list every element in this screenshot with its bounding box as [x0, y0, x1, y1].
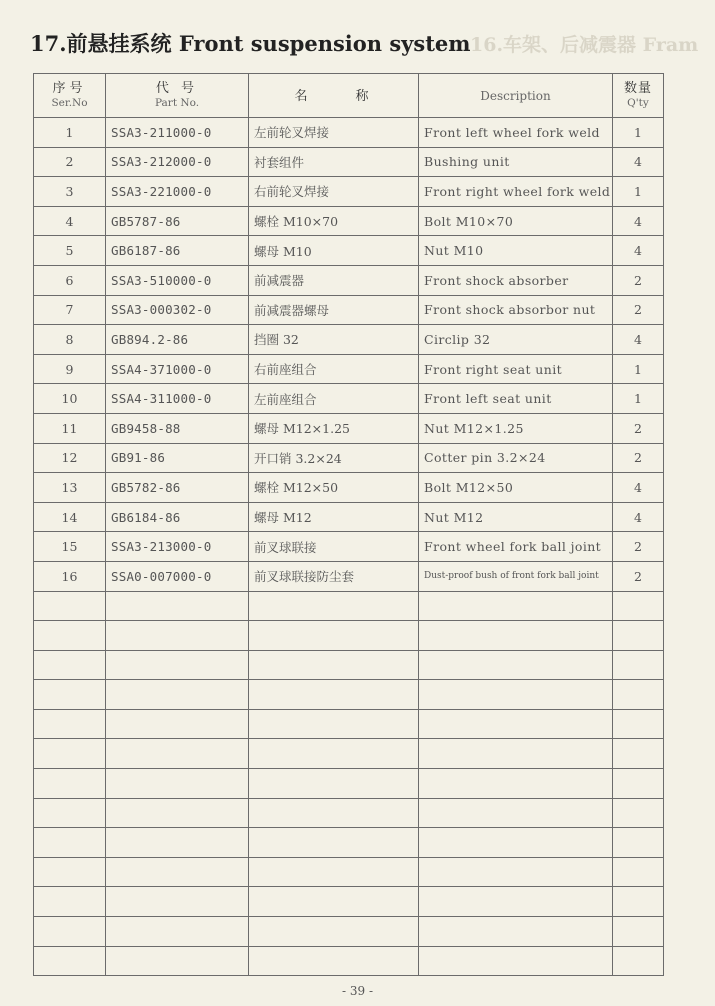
cell-desc: Front wheel fork ball joint [419, 532, 613, 562]
faded-heading-bleed: 16.车架、后减震器 Fram [470, 34, 699, 56]
empty-table-row [34, 739, 664, 769]
cell-no [34, 650, 106, 680]
cell-name: 右前座组合 [249, 354, 419, 384]
cell-code [106, 798, 249, 828]
cell-no [34, 621, 106, 651]
table-row [34, 473, 664, 503]
cell-qty: 4 [613, 502, 664, 532]
cell-no: 8 [34, 325, 106, 355]
cell-code [106, 887, 249, 917]
cell-qty: 4 [613, 206, 664, 236]
table-row [34, 532, 664, 562]
header-ser-en: Ser.No [51, 96, 88, 109]
cell-name: 挡圈 32 [249, 325, 419, 355]
cell-desc: Front left wheel fork weld [419, 118, 613, 148]
cell-desc [419, 591, 613, 621]
cell-code: GB5782-86 [106, 473, 249, 503]
page-title: 17.前悬挂系统 Front suspension system [30, 31, 471, 56]
empty-table-row [34, 769, 664, 799]
cell-qty: 2 [613, 413, 664, 443]
cell-desc: Bushing unit [419, 147, 613, 177]
cell-code: GB9458-88 [106, 413, 249, 443]
cell-desc [419, 887, 613, 917]
cell-name [249, 769, 419, 799]
cell-no: 16 [34, 561, 106, 591]
empty-table-row [34, 621, 664, 651]
cell-name: 前减震器 [249, 265, 419, 295]
empty-table-row [34, 917, 664, 947]
cell-code [106, 680, 249, 710]
cell-desc [419, 857, 613, 887]
cell-desc [419, 828, 613, 858]
cell-no: 9 [34, 354, 106, 384]
cell-desc: Nut M12 [419, 502, 613, 532]
cell-qty: 1 [613, 118, 664, 148]
cell-no: 1 [34, 118, 106, 148]
cell-name [249, 887, 419, 917]
cell-no [34, 828, 106, 858]
cell-no [34, 709, 106, 739]
cell-name: 螺母 M12×1.25 [249, 413, 419, 443]
cell-no: 11 [34, 413, 106, 443]
table-row [34, 443, 664, 473]
parts-table-body [34, 118, 664, 976]
header-ser-zh: 序号 [52, 80, 87, 96]
cell-name: 左前座组合 [249, 384, 419, 414]
header-name-zh-2: 称 [355, 88, 373, 104]
cell-qty: 2 [613, 532, 664, 562]
header-part-zh: 代 号 [155, 80, 199, 96]
cell-qty [613, 857, 664, 887]
cell-code [106, 857, 249, 887]
cell-code: GB5787-86 [106, 206, 249, 236]
cell-name [249, 946, 419, 976]
empty-table-row [34, 650, 664, 680]
cell-qty [613, 828, 664, 858]
cell-name: 前叉球联接防尘套 [249, 561, 419, 591]
cell-code [106, 769, 249, 799]
cell-qty: 1 [613, 354, 664, 384]
cell-name [249, 680, 419, 710]
cell-no: 10 [34, 384, 106, 414]
cell-desc [419, 680, 613, 710]
cell-qty [613, 887, 664, 917]
cell-name: 螺母 M12 [249, 502, 419, 532]
cell-code: GB894.2-86 [106, 325, 249, 355]
cell-qty: 4 [613, 473, 664, 503]
cell-desc [419, 798, 613, 828]
cell-desc: Nut M10 [419, 236, 613, 266]
header-row [34, 74, 664, 118]
cell-name [249, 917, 419, 947]
cell-no [34, 917, 106, 947]
header-qty-en: Q'ty [627, 96, 649, 109]
cell-qty: 4 [613, 325, 664, 355]
table-row [34, 265, 664, 295]
cell-qty [613, 650, 664, 680]
table-row [34, 206, 664, 236]
page-number: - 39 - [341, 984, 373, 998]
cell-desc [419, 739, 613, 769]
cell-no: 7 [34, 295, 106, 325]
header-name-zh-1: 名 [294, 88, 312, 104]
cell-desc [419, 917, 613, 947]
empty-table-row [34, 828, 664, 858]
cell-desc: Front right seat unit [419, 354, 613, 384]
cell-name: 螺栓 M12×50 [249, 473, 419, 503]
cell-qty: 1 [613, 384, 664, 414]
empty-table-row [34, 946, 664, 976]
cell-code: SSA3-213000-0 [106, 532, 249, 562]
cell-desc [419, 621, 613, 651]
cell-desc [419, 650, 613, 680]
cell-desc: Front right wheel fork weld [419, 177, 613, 207]
cell-qty [613, 769, 664, 799]
cell-name: 螺栓 M10×70 [249, 206, 419, 236]
cell-name: 开口销 3.2×24 [249, 443, 419, 473]
cell-no [34, 798, 106, 828]
cell-desc: Cotter pin 3.2×24 [419, 443, 613, 473]
cell-name [249, 857, 419, 887]
cell-code: GB6184-86 [106, 502, 249, 532]
cell-desc: Front shock absorber [419, 265, 613, 295]
cell-qty: 2 [613, 561, 664, 591]
cell-no [34, 946, 106, 976]
empty-table-row [34, 887, 664, 917]
cell-code: SSA3-221000-0 [106, 177, 249, 207]
cell-desc: Circlip 32 [419, 325, 613, 355]
parts-table [33, 73, 664, 976]
cell-code [106, 709, 249, 739]
cell-code: SSA3-212000-0 [106, 147, 249, 177]
cell-qty [613, 680, 664, 710]
cell-qty [613, 621, 664, 651]
cell-qty: 4 [613, 147, 664, 177]
cell-code [106, 591, 249, 621]
cell-code: SSA3-211000-0 [106, 118, 249, 148]
cell-qty [613, 739, 664, 769]
cell-no: 3 [34, 177, 106, 207]
cell-name [249, 828, 419, 858]
cell-qty: 4 [613, 236, 664, 266]
cell-no: 14 [34, 502, 106, 532]
cell-desc: Dust-proof bush of front fork ball joint [419, 561, 613, 591]
header-description [419, 74, 613, 118]
cell-code [106, 828, 249, 858]
cell-name: 左前轮叉焊接 [249, 118, 419, 148]
cell-qty [613, 591, 664, 621]
empty-table-row [34, 798, 664, 828]
header-name [249, 74, 419, 118]
table-row [34, 147, 664, 177]
header-qty-zh: 数量 [623, 80, 652, 96]
table-row [34, 118, 664, 148]
cell-name: 螺母 M10 [249, 236, 419, 266]
cell-name [249, 591, 419, 621]
cell-code [106, 650, 249, 680]
cell-name [249, 650, 419, 680]
header-part-no [106, 74, 249, 118]
table-row [34, 236, 664, 266]
cell-qty [613, 946, 664, 976]
cell-no: 6 [34, 265, 106, 295]
cell-code: GB6187-86 [106, 236, 249, 266]
table-row [34, 295, 664, 325]
header-desc: Description [480, 88, 551, 103]
cell-code [106, 621, 249, 651]
cell-no [34, 887, 106, 917]
table-row [34, 177, 664, 207]
empty-table-row [34, 857, 664, 887]
cell-qty: 1 [613, 177, 664, 207]
cell-qty: 2 [613, 443, 664, 473]
cell-no: 4 [34, 206, 106, 236]
header-ser-no [34, 74, 106, 118]
cell-no [34, 739, 106, 769]
header-part-en: Part No. [154, 96, 200, 109]
empty-table-row [34, 680, 664, 710]
cell-name: 前减震器螺母 [249, 295, 419, 325]
cell-name: 右前轮叉焊接 [249, 177, 419, 207]
cell-name [249, 621, 419, 651]
table-row [34, 325, 664, 355]
table-row [34, 384, 664, 414]
cell-qty [613, 917, 664, 947]
header-qty [613, 74, 664, 118]
cell-desc [419, 946, 613, 976]
table-row [34, 502, 664, 532]
cell-desc: Nut M12×1.25 [419, 413, 613, 443]
cell-no: 13 [34, 473, 106, 503]
table-row [34, 561, 664, 591]
cell-code [106, 739, 249, 769]
cell-desc: Front shock absorbor nut [419, 295, 613, 325]
empty-table-row [34, 591, 664, 621]
cell-qty: 2 [613, 265, 664, 295]
cell-code: SSA4-371000-0 [106, 354, 249, 384]
cell-qty [613, 709, 664, 739]
cell-desc [419, 769, 613, 799]
cell-no: 2 [34, 147, 106, 177]
cell-desc [419, 709, 613, 739]
cell-code: SSA4-311000-0 [106, 384, 249, 414]
cell-no [34, 857, 106, 887]
cell-no [34, 769, 106, 799]
cell-qty: 2 [613, 295, 664, 325]
empty-table-row [34, 709, 664, 739]
cell-no [34, 591, 106, 621]
cell-desc: Bolt M12×50 [419, 473, 613, 503]
table-row [34, 354, 664, 384]
cell-no [34, 680, 106, 710]
cell-name [249, 798, 419, 828]
cell-desc: Front left seat unit [419, 384, 613, 414]
table-row [34, 413, 664, 443]
cell-code: GB91-86 [106, 443, 249, 473]
cell-no: 5 [34, 236, 106, 266]
cell-no: 12 [34, 443, 106, 473]
cell-name [249, 739, 419, 769]
cell-code [106, 946, 249, 976]
cell-name: 衬套组件 [249, 147, 419, 177]
cell-no: 15 [34, 532, 106, 562]
cell-code: SSA0-007000-0 [106, 561, 249, 591]
cell-qty [613, 798, 664, 828]
cell-code: SSA3-510000-0 [106, 265, 249, 295]
cell-name [249, 709, 419, 739]
cell-code [106, 917, 249, 947]
cell-name: 前叉球联接 [249, 532, 419, 562]
cell-code: SSA3-000302-0 [106, 295, 249, 325]
cell-desc: Bolt M10×70 [419, 206, 613, 236]
